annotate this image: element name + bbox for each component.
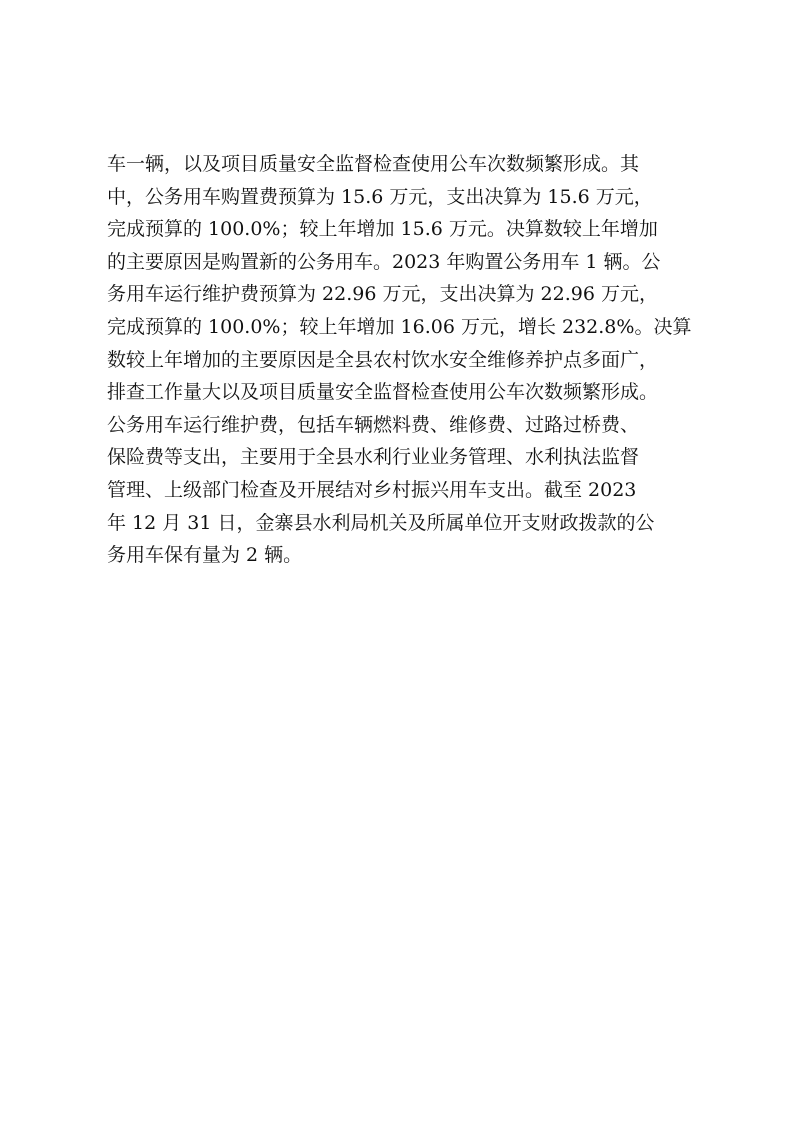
text-line: 排查工作量大以及项目质量安全监督检查使用公车次数频繁形成。 bbox=[107, 381, 659, 404]
text-line: 务用车运行维护费预算为 22.96 万元，支出决算为 22.96 万元， bbox=[107, 283, 658, 306]
text-line: 的主要原因是购置新的公务用车。2023 年购置公务用车 1 辆。公 bbox=[107, 250, 661, 273]
text-line: 中，公务用车购置费预算为 15.6 万元，支出决算为 15.6 万元， bbox=[107, 185, 653, 208]
text-line: 管理、上级部门检查及开展结对乡村振兴用车支出。截至 2023 bbox=[107, 478, 637, 501]
text-line: 年 12 月 31 日，金寨县水利局机关及所属单位开支财政拨款的公 bbox=[107, 511, 655, 534]
body-paragraph bbox=[107, 148, 707, 572]
text-line: 数较上年增加的主要原因是全县农村饮水安全维修养护点多面广， bbox=[107, 348, 659, 371]
text-line: 公务用车运行维护费，包括车辆燃料费、维修费、过路过桥费、 bbox=[107, 413, 640, 436]
text-line: 务用车保有量为 2 辆。 bbox=[107, 544, 303, 567]
text-line: 完成预算的 100.0%；较上年增加 16.06 万元，增长 232.8%。决算 bbox=[107, 315, 692, 338]
text-line: 车一辆，以及项目质量安全监督检查使用公车次数频繁形成。其 bbox=[107, 153, 640, 175]
text-line: 完成预算的 100.0%；较上年增加 15.6 万元。决算数较上年增加 bbox=[107, 218, 658, 241]
text-line: 保险费等支出，主要用于全县水利行业业务管理、水利执法监督 bbox=[107, 446, 640, 469]
